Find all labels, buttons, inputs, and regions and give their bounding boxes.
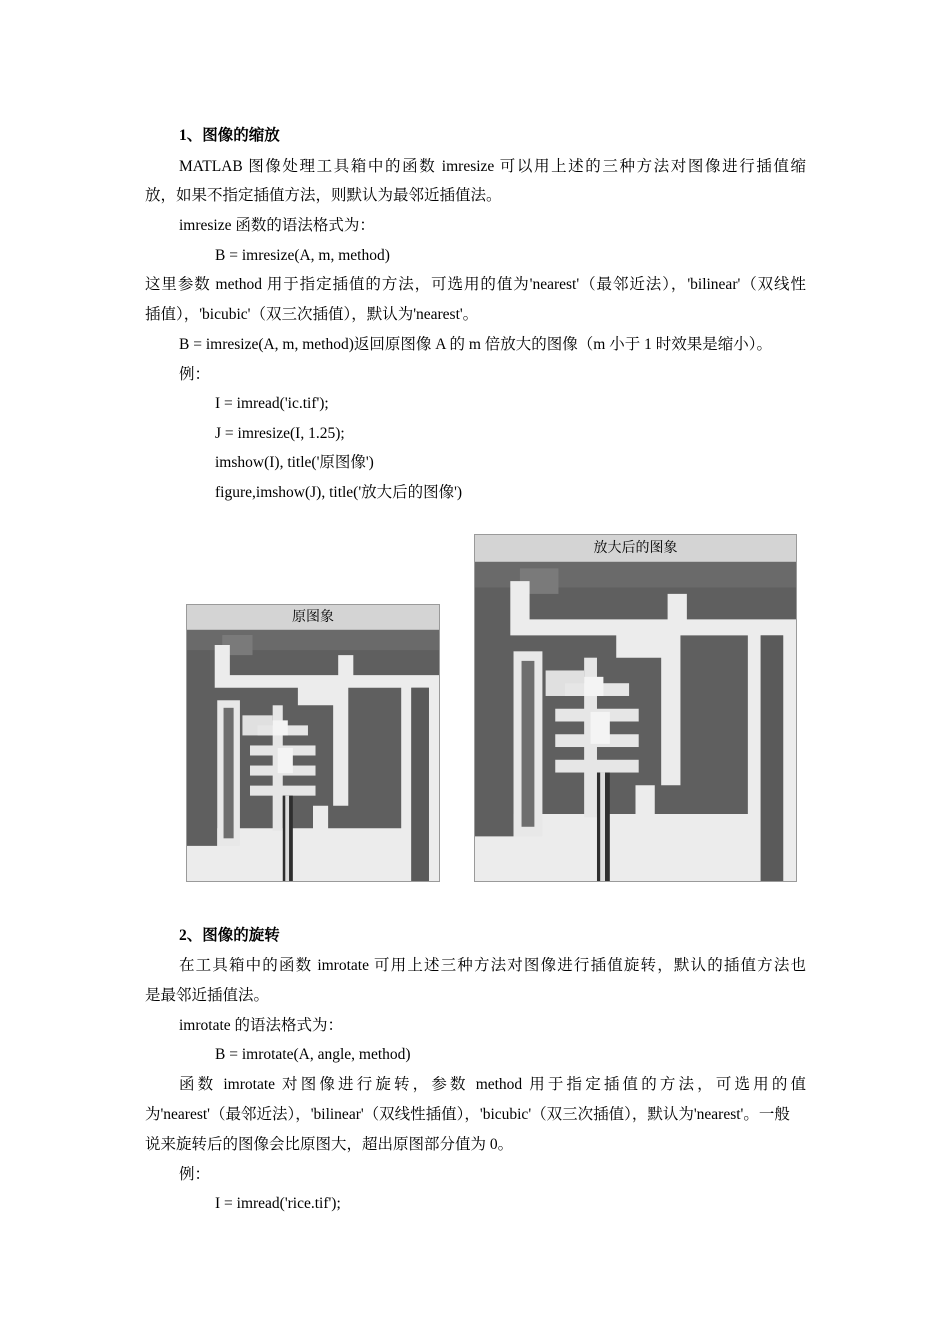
code-line: J = imresize(I, 1.25); [215,425,345,442]
section-heading-rotate: 2、图像的旋转 [179,927,280,944]
figure-title: 原图象 [187,605,439,630]
ic-image [187,630,439,881]
figure-original [186,604,440,882]
example-label: 例： [179,366,211,383]
paragraph-line: 放，如果不指定插值方法，则默认为最邻近插值法。 [145,187,502,204]
example-label: 例： [179,1166,211,1183]
paragraph-line: 函数 imrotate 对图像进行旋转，参数 method 用于指定插值的方法，可选用的值 [179,1076,806,1093]
code-line: I = imread('ic.tif'); [215,395,329,412]
figure-enlarged [474,534,797,882]
paragraph-line: 说来旋转后的图像会比原图大，超出原图部分值为 0。 [145,1136,514,1153]
paragraph-line: 这里参数 method 用于指定插值的方法，可选用的值为'nearest'（最邻近法），'bilinear'（双线性 [145,276,806,293]
paragraph-line: 插值），'bicubic'（双三次插值），默认为'nearest'。 [145,306,479,323]
paragraph-line: 为'nearest'（最邻近法），'bilinear'（双线性插值），'bicubic'（双三次插值），默认为'nearest'。一般 [145,1106,790,1123]
syntax-code: B = imrotate(A, angle, method) [215,1046,411,1063]
paragraph-line: 是最邻近插值法。 [145,987,270,1004]
syntax-intro: imresize 函数的语法格式为： [179,217,375,234]
code-line: figure,imshow(J), title('放大后的图像') [215,484,463,501]
code-line: imshow(I), title('原图像') [215,454,374,471]
paragraph-line: MATLAB 图像处理工具箱中的函数 imresize 可以用上述的三种方法对图像进行插值缩 [179,158,806,175]
paragraph-line: 在工具箱中的函数 imrotate 可用上述三种方法对图像进行插值旋转，默认的插值方法也 [179,957,806,974]
paragraph-line: B = imresize(A, m, method)返回原图像 A 的 m 倍放大的图像（m 小于 1 时效果是缩小）。 [179,336,772,353]
code-line: I = imread('rice.tif'); [215,1195,341,1212]
section-heading-resize: 1、图像的缩放 [179,127,280,144]
syntax-intro: imrotate 的语法格式为： [179,1017,344,1034]
ic-image-enlarged [475,562,796,881]
syntax-code: B = imresize(A, m, method) [215,247,390,264]
figure-title: 放大后的图象 [475,535,796,562]
